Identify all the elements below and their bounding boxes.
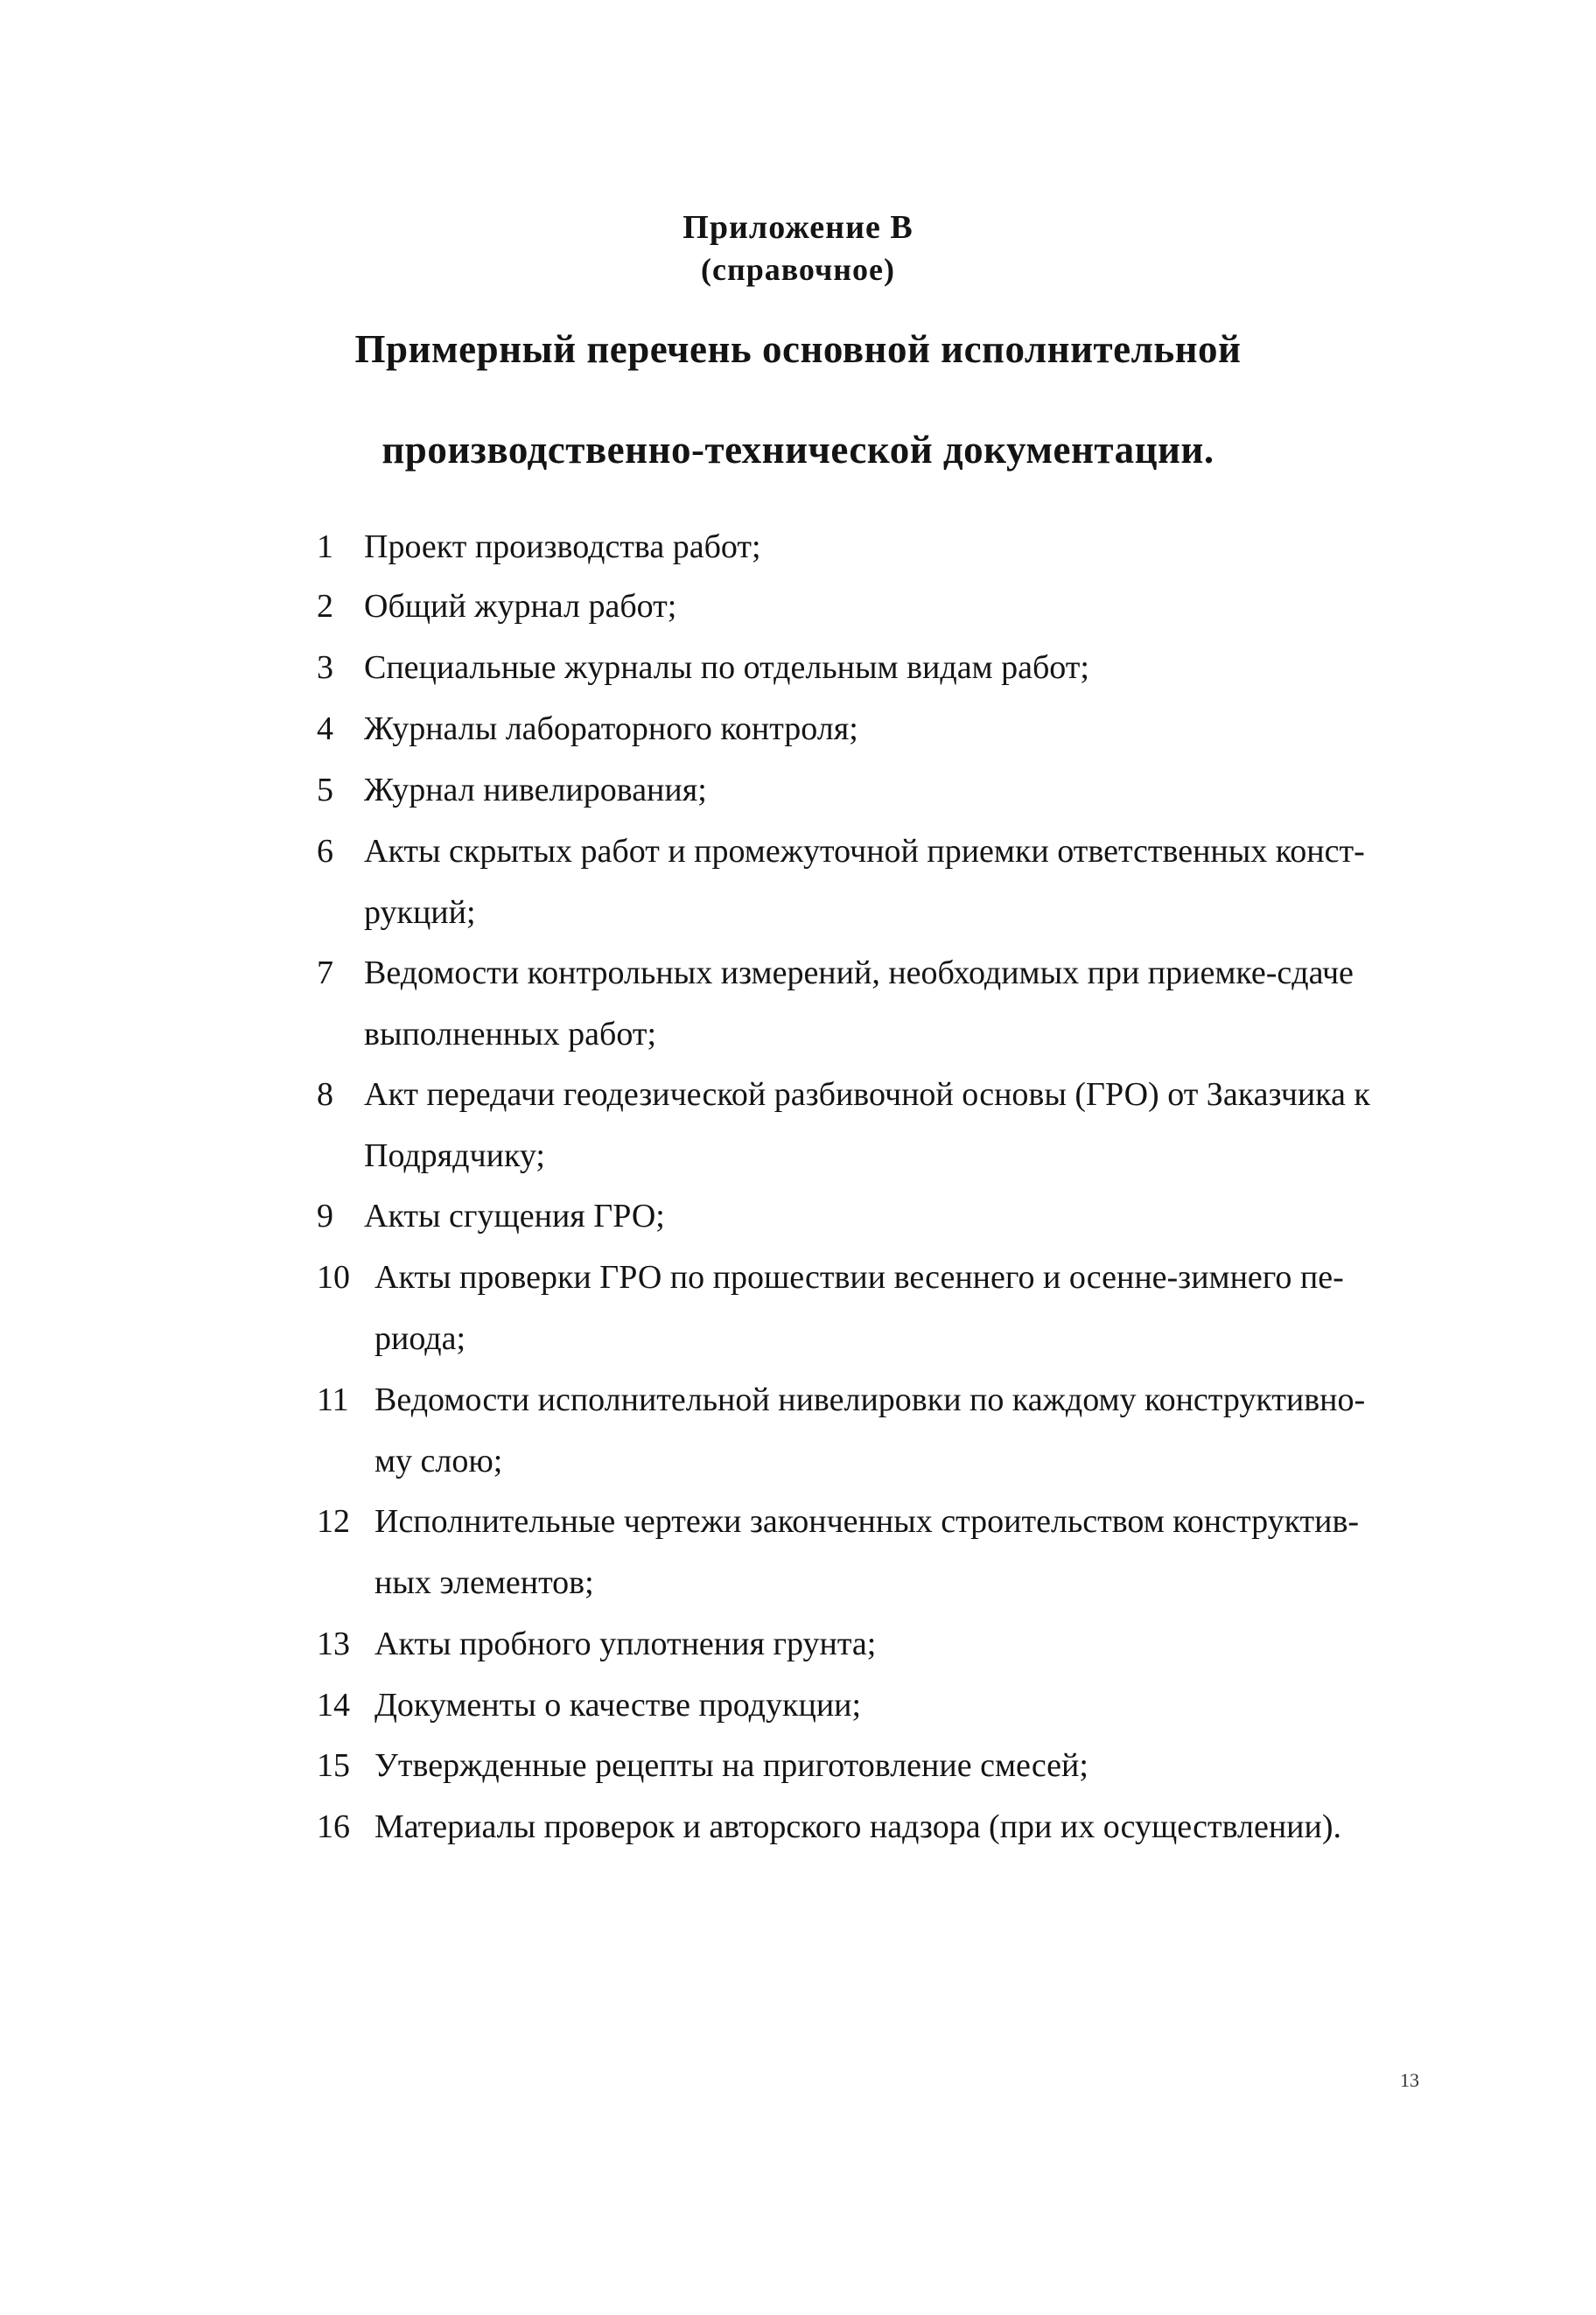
- list-item-line: Акты скрытых работ и промежуточной приемки ответственных конст-: [364, 833, 1365, 870]
- list-item-number: 7: [317, 955, 333, 991]
- list-item-number: 5: [317, 772, 333, 808]
- list-item-number: 9: [317, 1198, 333, 1234]
- list-item-line: выполненных работ;: [364, 1016, 657, 1053]
- list-item-number: 13: [317, 1626, 350, 1662]
- list-item-line: риода;: [374, 1320, 466, 1357]
- list-item-text: [374, 1247, 1460, 1369]
- list-item-text: [374, 1369, 1460, 1492]
- list-item-number: 10: [317, 1259, 350, 1296]
- list-item-number: 12: [317, 1503, 350, 1540]
- list-item-number: 3: [317, 649, 333, 686]
- document-title-line-1: Примерный перечень основной исполнительной: [354, 327, 1242, 371]
- list-item-number: 8: [317, 1076, 333, 1113]
- list-item-text: Общий журнал работ;: [364, 588, 677, 625]
- list-item-text: Журнал нивелирования;: [364, 772, 707, 808]
- appendix-label: Приложение В: [682, 209, 914, 246]
- list-item-text: [364, 821, 1449, 943]
- list-item-line: Ведомости исполнительной нивелировки по каждому конструктивно-: [374, 1381, 1366, 1418]
- list-item-number: 4: [317, 710, 333, 747]
- list-item-text: Проект производства работ;: [364, 528, 761, 565]
- list-item-line: му слою;: [374, 1443, 503, 1479]
- list-item-line: Исполнительные чертежи законченных строительством конструктив-: [374, 1503, 1360, 1540]
- list-item-text: [364, 1064, 1449, 1186]
- list-item-text: Документы о качестве продукции;: [374, 1687, 862, 1724]
- list-item-line: Акт передачи геодезической разбивочной основы (ГРО) от Заказчика к: [364, 1076, 1370, 1113]
- list-item-line: Подрядчику;: [364, 1137, 545, 1174]
- list-item-number: 2: [317, 588, 333, 625]
- list-item-line: ных элементов;: [374, 1564, 594, 1601]
- list-item-line: Акты проверки ГРО по прошествии весеннего и осенне-зимнего пе-: [374, 1259, 1344, 1296]
- list-item-text: [374, 1491, 1460, 1613]
- list-item-number: 1: [317, 528, 333, 565]
- list-item-text: Журналы лабораторного контроля;: [364, 710, 858, 747]
- list-item-number: 6: [317, 833, 333, 870]
- list-item-text: Материалы проверок и авторского надзора (при их осуществлении).: [374, 1808, 1342, 1845]
- list-item-text: Акты сгущения ГРО;: [364, 1198, 665, 1234]
- list-item-text: Акты пробного уплотнения грунта;: [374, 1626, 877, 1662]
- list-item-line: Ведомости контрольных измерений, необходимых при приемке-сдаче: [364, 955, 1354, 991]
- list-item-number: 16: [317, 1808, 350, 1845]
- list-item-text: Утвержденные рецепты на приготовление смесей;: [374, 1747, 1088, 1784]
- appendix-type: (справочное): [700, 252, 895, 287]
- list-item-number: 14: [317, 1687, 350, 1724]
- document-title-line-2: производственно-технической документации.: [382, 428, 1214, 472]
- page-number: 13: [1400, 2069, 1419, 2091]
- list-item-line: рукций;: [364, 894, 476, 931]
- list-item-text: [364, 942, 1449, 1065]
- list-item-number: 15: [317, 1747, 350, 1784]
- list-item-text: Специальные журналы по отдельным видам работ;: [364, 649, 1089, 686]
- list-item-number: 11: [317, 1381, 349, 1418]
